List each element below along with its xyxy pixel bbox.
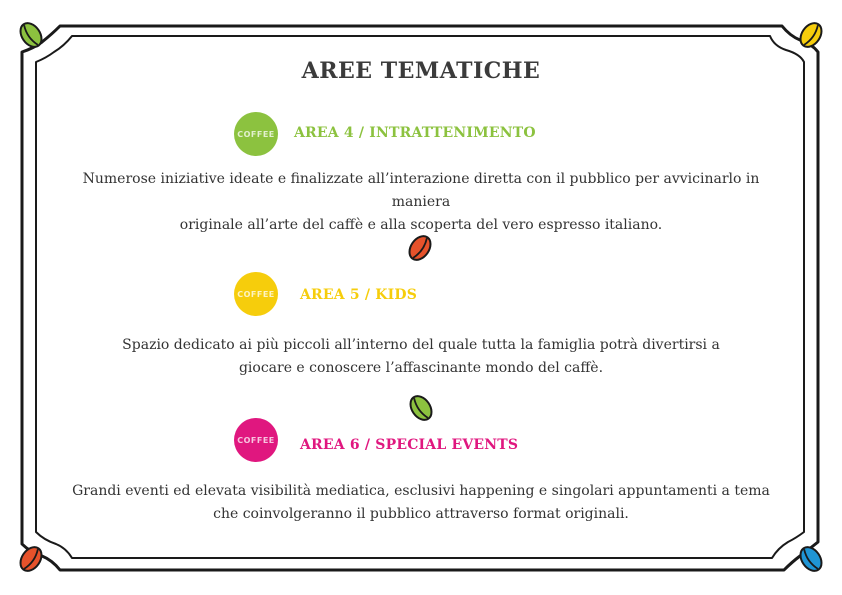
coffee-bean-icon xyxy=(16,20,46,50)
description-line: Spazio dedicato ai più piccoli all’interno del quale tutta la famiglia potrà divertirsi a xyxy=(122,337,720,353)
page-title: AREE TEMATICHE xyxy=(301,58,541,84)
coffee-bean-icon xyxy=(796,544,826,574)
badge-label: COFFEE xyxy=(237,129,275,139)
coffee-bean-icon xyxy=(405,233,435,263)
description-line: Grandi eventi ed elevata visibilità mediatica, esclusivi happening e singolari appuntamenti a tema xyxy=(72,483,770,499)
area-4-badge xyxy=(234,112,278,156)
area-4-description xyxy=(60,168,782,237)
description-line: giocare e conoscere l’affascinante mondo del caffè. xyxy=(238,360,604,376)
area-6-heading: AREA 6 / SPECIAL EVENTS xyxy=(300,437,519,453)
description-line: Numerose iniziative ideate e finalizzate all’interazione diretta con il pubblico per avvicinarlo in maniera xyxy=(82,171,760,210)
badge-label: COFFEE xyxy=(237,435,275,445)
coffee-bean-icon xyxy=(406,393,436,423)
coffee-bean-icon xyxy=(16,544,46,574)
area-6-badge xyxy=(234,418,278,462)
description-line: originale all’arte del caffè e alla scoperta del vero espresso italiano. xyxy=(179,217,663,233)
area-5-description xyxy=(60,334,782,380)
area-6-description xyxy=(60,480,782,526)
area-4-heading: AREA 4 / INTRATTENIMENTO xyxy=(294,125,536,141)
area-5-badge xyxy=(234,272,278,316)
area-5-heading: AREA 5 / KIDS xyxy=(300,287,418,303)
coffee-bean-icon xyxy=(796,20,826,50)
description-line: che coinvolgeranno il pubblico attraverso format originali. xyxy=(213,506,629,522)
badge-label: COFFEE xyxy=(237,289,275,299)
